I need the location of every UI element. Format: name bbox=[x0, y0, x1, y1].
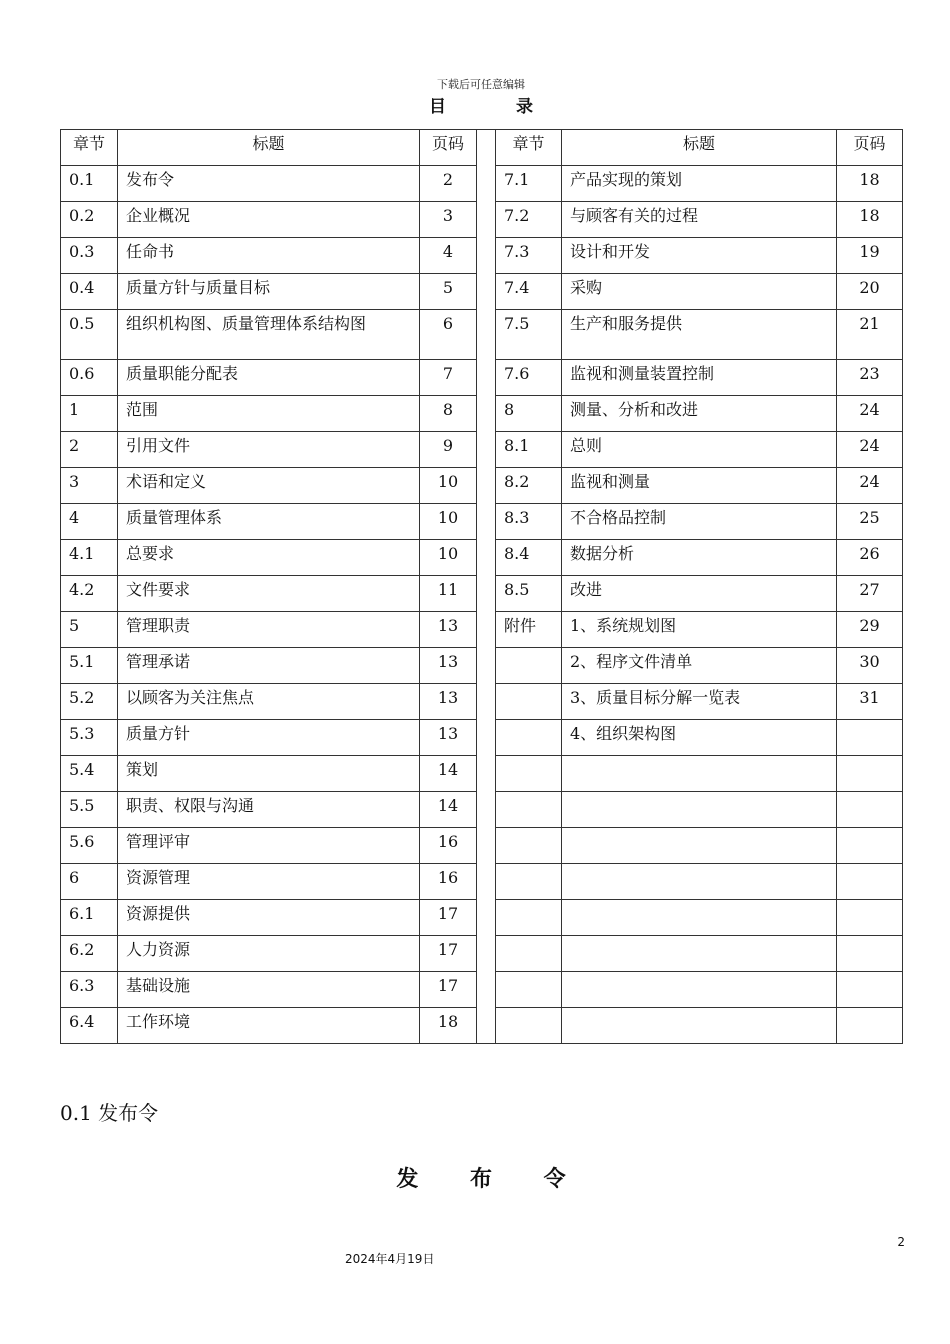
toc-section-cell: 0.6 bbox=[61, 360, 118, 396]
toc-title-cell bbox=[562, 756, 837, 792]
toc-title-cell: 管理职责 bbox=[118, 612, 420, 648]
toc-title-cell: 人力资源 bbox=[118, 936, 420, 972]
toc-page-cell: 25 bbox=[837, 504, 903, 540]
toc-page-cell: 11 bbox=[420, 576, 477, 612]
toc-section-cell bbox=[496, 936, 562, 972]
toc-page-cell: 13 bbox=[420, 684, 477, 720]
toc-title-cell: 以顾客为关注焦点 bbox=[118, 684, 420, 720]
toc-page-cell bbox=[837, 864, 903, 900]
toc-page-cell bbox=[837, 756, 903, 792]
toc-page-cell: 14 bbox=[420, 792, 477, 828]
toc-title-cell: 质量职能分配表 bbox=[118, 360, 420, 396]
toc-title-cell: 任命书 bbox=[118, 238, 420, 274]
toc-section-cell: 0.4 bbox=[61, 274, 118, 310]
toc-page-cell: 30 bbox=[837, 648, 903, 684]
toc-section-cell: 7.5 bbox=[496, 310, 562, 360]
toc-page-cell bbox=[837, 828, 903, 864]
toc-title-cell: 不合格品控制 bbox=[562, 504, 837, 540]
page-number: 2 bbox=[897, 1235, 905, 1249]
toc-page-cell bbox=[837, 900, 903, 936]
toc-section-cell: 4.1 bbox=[61, 540, 118, 576]
toc-section-cell bbox=[496, 972, 562, 1008]
toc-section-cell bbox=[496, 900, 562, 936]
toc-title-cell: 范围 bbox=[118, 396, 420, 432]
toc-header-row bbox=[61, 130, 903, 166]
toc-section-cell: 8.5 bbox=[496, 576, 562, 612]
toc-page-cell: 16 bbox=[420, 864, 477, 900]
toc-section-cell bbox=[496, 648, 562, 684]
toc-page-cell: 10 bbox=[420, 540, 477, 576]
toc-title-cell: 资源管理 bbox=[118, 864, 420, 900]
toc-page-cell: 10 bbox=[420, 468, 477, 504]
toc-title-cell: 总则 bbox=[562, 432, 837, 468]
toc-title-cell: 设计和开发 bbox=[562, 238, 837, 274]
toc-title-cell bbox=[562, 1008, 837, 1044]
toc-section-cell: 4 bbox=[61, 504, 118, 540]
toc-section-cell: 6 bbox=[61, 864, 118, 900]
toc-title-cell: 4、组织架构图 bbox=[562, 720, 837, 756]
toc-title-cell: 质量方针与质量目标 bbox=[118, 274, 420, 310]
toc-page-cell bbox=[837, 972, 903, 1008]
header-title: 标题 bbox=[562, 130, 837, 166]
toc-section-cell: 0.3 bbox=[61, 238, 118, 274]
toc-section-cell: 5.3 bbox=[61, 720, 118, 756]
toc-title-cell: 质量管理体系 bbox=[118, 504, 420, 540]
toc-title-cell: 术语和定义 bbox=[118, 468, 420, 504]
toc-title-cell bbox=[562, 936, 837, 972]
toc-page-cell: 19 bbox=[837, 238, 903, 274]
toc-title-cell: 2、程序文件清单 bbox=[562, 648, 837, 684]
toc-title-cell: 改进 bbox=[562, 576, 837, 612]
toc-title-cell bbox=[562, 972, 837, 1008]
toc-title-cell: 基础设施 bbox=[118, 972, 420, 1008]
toc-page-cell: 2 bbox=[420, 166, 477, 202]
toc-page-cell: 13 bbox=[420, 612, 477, 648]
toc-page-cell: 18 bbox=[837, 166, 903, 202]
toc-section-cell: 8 bbox=[496, 396, 562, 432]
toc-section-cell: 5.1 bbox=[61, 648, 118, 684]
toc-title-cell bbox=[562, 864, 837, 900]
decree-title: 发 布 令 bbox=[396, 1166, 588, 1192]
toc-page-cell: 18 bbox=[420, 1008, 477, 1044]
toc-page-cell: 20 bbox=[837, 274, 903, 310]
toc-page-cell bbox=[837, 936, 903, 972]
toc-page-cell: 13 bbox=[420, 720, 477, 756]
toc-page-cell: 7 bbox=[420, 360, 477, 396]
toc-body bbox=[61, 130, 903, 1044]
toc-section-cell: 8.1 bbox=[496, 432, 562, 468]
toc-section-cell: 7.3 bbox=[496, 238, 562, 274]
header-page: 页码 bbox=[837, 130, 903, 166]
toc-page-cell: 9 bbox=[420, 432, 477, 468]
toc-section-cell: 5.4 bbox=[61, 756, 118, 792]
toc-section-cell: 0.2 bbox=[61, 202, 118, 238]
toc-page-cell: 17 bbox=[420, 936, 477, 972]
toc-section-cell: 附件 bbox=[496, 612, 562, 648]
toc-section-cell bbox=[496, 828, 562, 864]
toc-section-cell: 5.2 bbox=[61, 684, 118, 720]
toc-page-cell bbox=[837, 720, 903, 756]
toc-title-cell: 测量、分析和改进 bbox=[562, 396, 837, 432]
toc-section-cell bbox=[496, 756, 562, 792]
toc-title-cell: 管理承诺 bbox=[118, 648, 420, 684]
toc-section-cell: 0.5 bbox=[61, 310, 118, 360]
toc-title-cell: 总要求 bbox=[118, 540, 420, 576]
toc-section-cell: 7.4 bbox=[496, 274, 562, 310]
toc-section-cell: 8.2 bbox=[496, 468, 562, 504]
column-gap bbox=[477, 130, 496, 1044]
toc-section-cell: 6.1 bbox=[61, 900, 118, 936]
toc-page-cell: 21 bbox=[837, 310, 903, 360]
header-section: 章节 bbox=[61, 130, 118, 166]
toc-page-cell: 18 bbox=[837, 202, 903, 238]
toc-section-cell bbox=[496, 1008, 562, 1044]
toc-page-cell: 10 bbox=[420, 504, 477, 540]
toc-title-cell: 职责、权限与沟通 bbox=[118, 792, 420, 828]
toc-title-cell: 发布令 bbox=[118, 166, 420, 202]
toc-section-cell: 3 bbox=[61, 468, 118, 504]
toc-section-cell: 7.1 bbox=[496, 166, 562, 202]
toc-section-cell: 5.6 bbox=[61, 828, 118, 864]
toc-title-cell: 组织机构图、质量管理体系结构图 bbox=[118, 310, 420, 360]
toc-page-cell: 16 bbox=[420, 828, 477, 864]
toc-title-cell: 引用文件 bbox=[118, 432, 420, 468]
edit-note: 下载后可任意编辑 bbox=[437, 78, 525, 91]
toc-page-cell: 26 bbox=[837, 540, 903, 576]
toc-section-cell: 6.4 bbox=[61, 1008, 118, 1044]
toc-section-cell: 6.2 bbox=[61, 936, 118, 972]
date: 2024年4月19日 bbox=[345, 1252, 435, 1266]
toc-title-cell: 企业概况 bbox=[118, 202, 420, 238]
toc-page-cell: 5 bbox=[420, 274, 477, 310]
toc-title-cell: 策划 bbox=[118, 756, 420, 792]
toc-title-cell: 产品实现的策划 bbox=[562, 166, 837, 202]
toc-page-cell: 24 bbox=[837, 396, 903, 432]
toc-page-cell: 27 bbox=[837, 576, 903, 612]
toc-section-cell: 7.2 bbox=[496, 202, 562, 238]
toc-section-cell: 7.6 bbox=[496, 360, 562, 396]
toc-section-cell: 1 bbox=[61, 396, 118, 432]
toc-title-cell: 生产和服务提供 bbox=[562, 310, 837, 360]
toc-section-cell: 8.4 bbox=[496, 540, 562, 576]
toc-title-cell: 工作环境 bbox=[118, 1008, 420, 1044]
toc-title-cell: 资源提供 bbox=[118, 900, 420, 936]
toc-page-cell: 31 bbox=[837, 684, 903, 720]
toc-page-cell: 17 bbox=[420, 900, 477, 936]
toc-title-cell: 与顾客有关的过程 bbox=[562, 202, 837, 238]
toc-title-cell: 采购 bbox=[562, 274, 837, 310]
toc-page-cell: 14 bbox=[420, 756, 477, 792]
toc-page-cell bbox=[837, 1008, 903, 1044]
toc-page-cell: 4 bbox=[420, 238, 477, 274]
toc-section-cell bbox=[496, 720, 562, 756]
toc-title-cell: 数据分析 bbox=[562, 540, 837, 576]
toc-section-cell: 6.3 bbox=[61, 972, 118, 1008]
toc-section-cell: 5 bbox=[61, 612, 118, 648]
toc-title-cell: 监视和测量 bbox=[562, 468, 837, 504]
toc-title: 目 录 bbox=[429, 97, 565, 117]
toc-title-cell: 监视和测量装置控制 bbox=[562, 360, 837, 396]
toc-section-cell: 4.2 bbox=[61, 576, 118, 612]
toc-section-cell bbox=[496, 684, 562, 720]
toc-page-cell: 3 bbox=[420, 202, 477, 238]
toc-section-cell: 0.1 bbox=[61, 166, 118, 202]
header-section: 章节 bbox=[496, 130, 562, 166]
toc-title-cell: 1、系统规划图 bbox=[562, 612, 837, 648]
toc-page-cell bbox=[837, 792, 903, 828]
toc-page-cell: 24 bbox=[837, 468, 903, 504]
toc-title-cell: 文件要求 bbox=[118, 576, 420, 612]
header-page: 页码 bbox=[420, 130, 477, 166]
toc-title-cell: 管理评审 bbox=[118, 828, 420, 864]
toc-page-cell: 13 bbox=[420, 648, 477, 684]
toc-table bbox=[60, 129, 903, 1044]
toc-section-cell: 2 bbox=[61, 432, 118, 468]
toc-page-cell: 23 bbox=[837, 360, 903, 396]
toc-title-cell bbox=[562, 900, 837, 936]
toc-section-cell bbox=[496, 864, 562, 900]
toc-page-cell: 8 bbox=[420, 396, 477, 432]
toc-page-cell: 24 bbox=[837, 432, 903, 468]
toc-title-cell: 3、质量目标分解一览表 bbox=[562, 684, 837, 720]
header-title: 标题 bbox=[118, 130, 420, 166]
toc-page-cell: 17 bbox=[420, 972, 477, 1008]
toc-page-cell: 6 bbox=[420, 310, 477, 360]
toc-section-cell bbox=[496, 792, 562, 828]
toc-title-cell bbox=[562, 792, 837, 828]
toc-section-cell: 5.5 bbox=[61, 792, 118, 828]
toc-title-cell bbox=[562, 828, 837, 864]
section-heading: 0.1 发布令 bbox=[60, 1101, 159, 1125]
toc-title-cell: 质量方针 bbox=[118, 720, 420, 756]
toc-page-cell: 29 bbox=[837, 612, 903, 648]
toc-section-cell: 8.3 bbox=[496, 504, 562, 540]
